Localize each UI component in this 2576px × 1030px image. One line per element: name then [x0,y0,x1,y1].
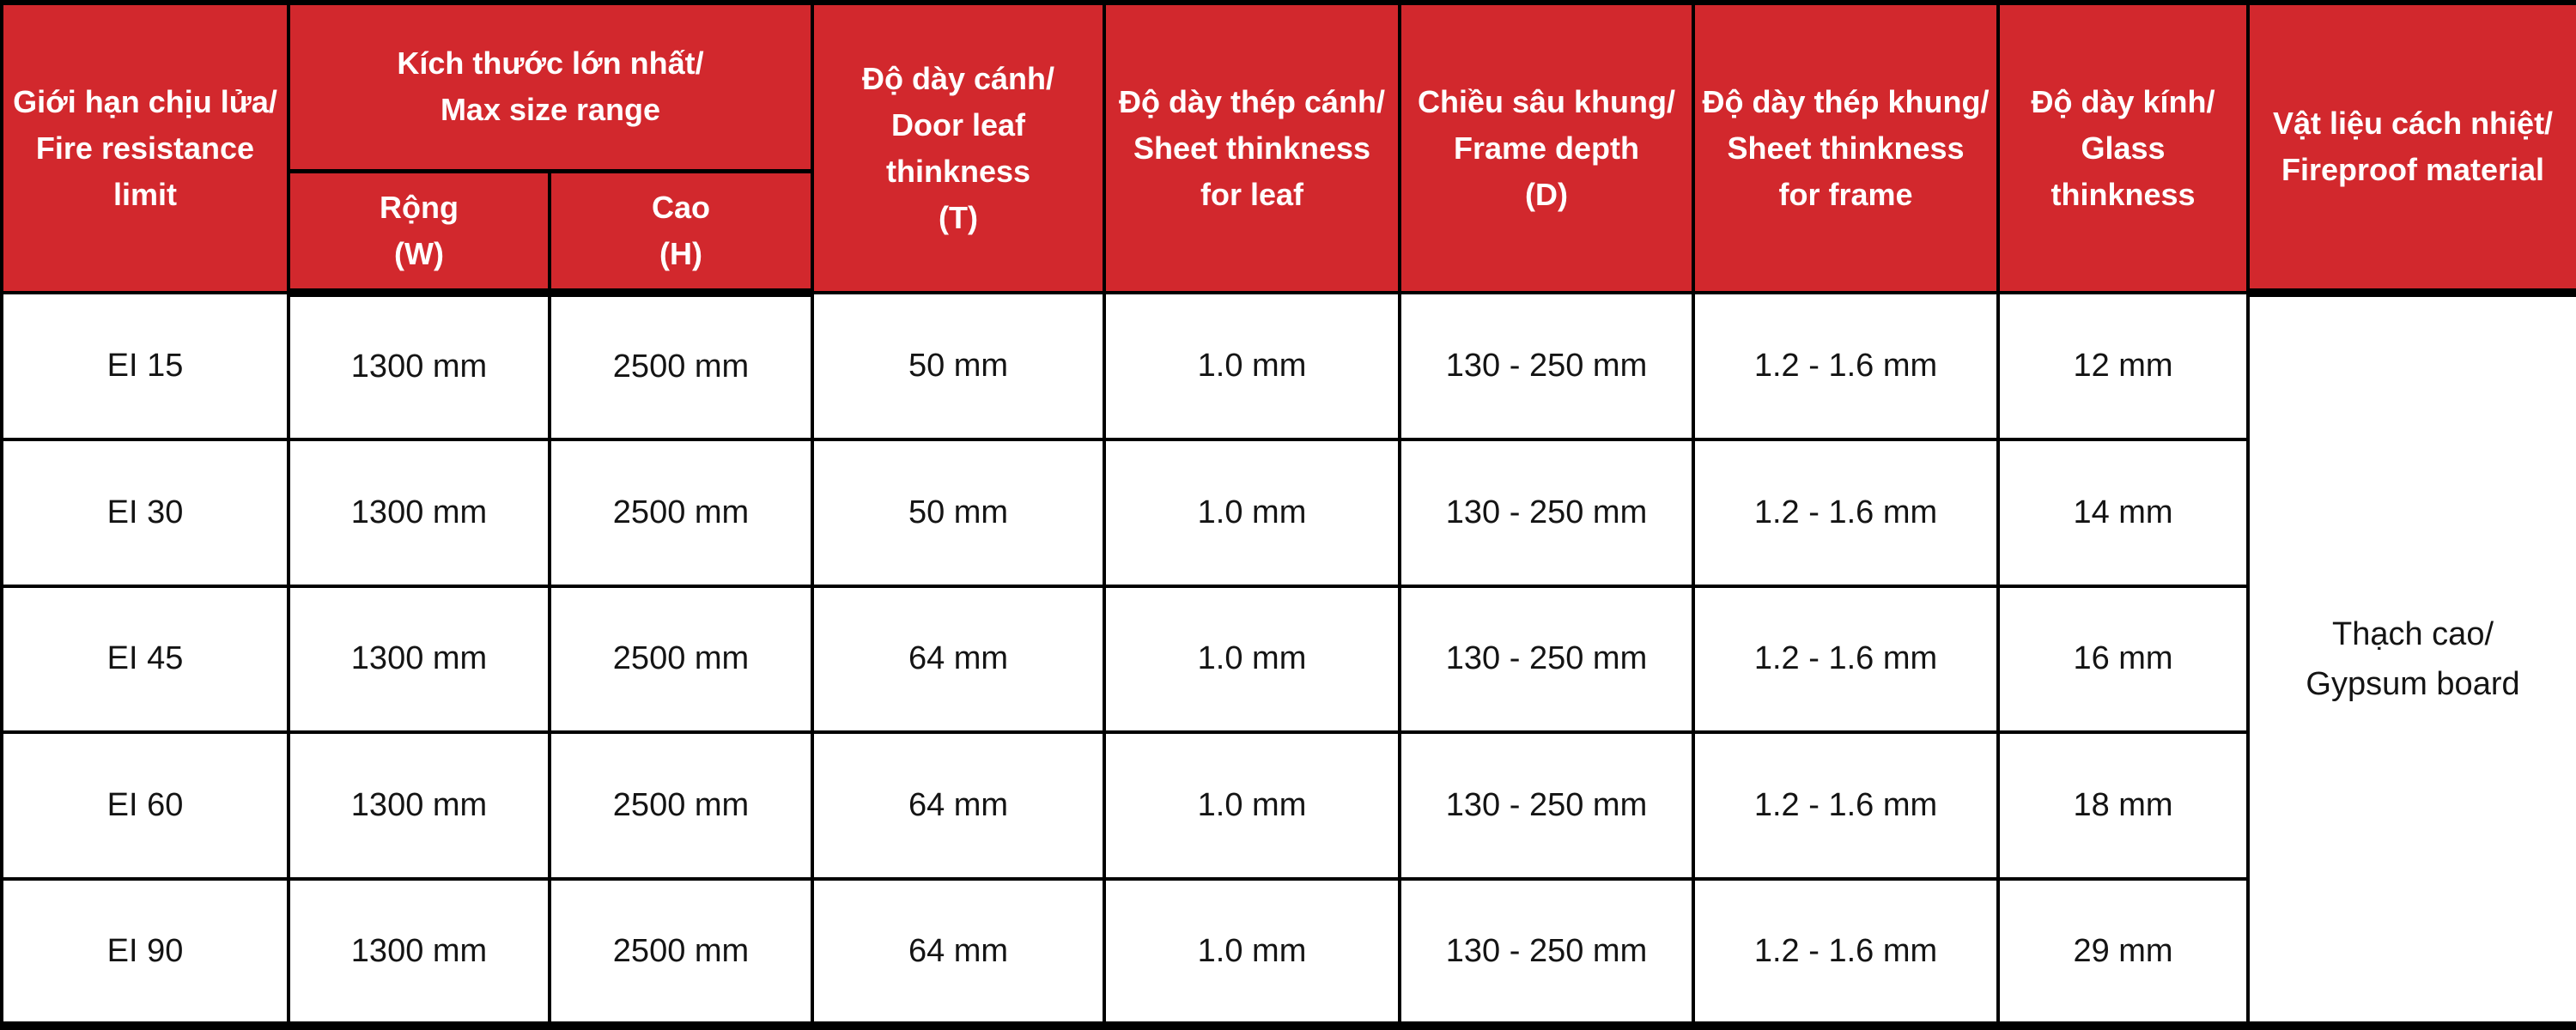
cell-frame-depth: 130 - 250 mm [1400,879,1693,1026]
header-line: thinkness [2050,176,2196,212]
header-line: limit [112,176,177,212]
header-line: Độ dày thép cánh/ [1118,83,1386,119]
cell-sheet-frame: 1.2 - 1.6 mm [1693,293,1998,439]
cell-fire-limit: EI 45 [2,586,289,733]
header-line: Giới hạn chịu lửa/ [13,83,277,119]
table-header [2,3,2576,293]
header-fireproof-material [2248,3,2576,293]
cell-width: 1300 mm [289,586,550,733]
header-line: thinkness [885,153,1031,189]
header-fire-resistance-limit [2,3,289,293]
cell-height: 2500 mm [550,879,812,1026]
cell-height: 2500 mm [550,732,812,879]
header-line: Độ dày kính/ [2031,83,2215,119]
header-frame-depth [1400,3,1693,293]
cell-width: 1300 mm [289,293,550,439]
cell-width: 1300 mm [289,732,550,879]
header-line: for frame [1778,176,1913,212]
cell-frame-depth: 130 - 250 mm [1400,293,1693,439]
cell-fireproof-material [2248,293,2576,1026]
cell-height: 2500 mm [550,586,812,733]
header-line: Fireproof material [2281,152,2545,187]
header-line: (H) [659,235,702,271]
cell-sheet-leaf: 1.0 mm [1104,879,1400,1026]
cell-glass: 14 mm [1998,439,2248,586]
header-max-size-range [289,3,812,171]
cell-glass: 18 mm [1998,732,2248,879]
cell-door-leaf-thickness: 50 mm [812,293,1104,439]
header-line: Fire resistance [35,130,255,166]
cell-door-leaf-thickness: 64 mm [812,586,1104,733]
header-line: (D) [1525,176,1568,212]
cell-sheet-leaf: 1.0 mm [1104,732,1400,879]
header-line: Vật liệu cách nhiệt/ [2272,106,2554,141]
cell-sheet-frame: 1.2 - 1.6 mm [1693,439,1998,586]
cell-width: 1300 mm [289,439,550,586]
header-line: Sheet thinkness [1133,130,1371,166]
header-line: Cao [652,189,711,225]
cell-frame-depth: 130 - 250 mm [1400,586,1693,733]
cell-height: 2500 mm [550,293,812,439]
header-line: for leaf [1200,176,1304,212]
header-line: Glass [2081,130,2166,166]
cell-fire-limit: EI 90 [2,879,289,1026]
header-line: (T) [939,199,978,235]
cell-frame-depth: 130 - 250 mm [1400,439,1693,586]
cell-fire-limit: EI 15 [2,293,289,439]
header-line: Độ dày cánh/ [861,60,1055,96]
fireproof-line: Gypsum board [2306,666,2520,702]
cell-door-leaf-thickness: 50 mm [812,439,1104,586]
header-line: Rộng [380,189,459,225]
cell-door-leaf-thickness: 64 mm [812,732,1104,879]
header-width-w [289,171,550,293]
cell-glass: 12 mm [1998,293,2248,439]
cell-sheet-leaf: 1.0 mm [1104,439,1400,586]
cell-sheet-leaf: 1.0 mm [1104,586,1400,733]
cell-door-leaf-thickness: 64 mm [812,879,1104,1026]
cell-height: 2500 mm [550,439,812,586]
header-line: Chiều sâu khung/ [1418,83,1676,119]
header-line: Door leaf [891,106,1026,142]
table-row [2,293,2576,439]
header-glass-thickness [1998,3,2248,293]
header-line: Frame depth [1453,130,1640,166]
header-sheet-thickness-leaf [1104,3,1400,293]
cell-sheet-frame: 1.2 - 1.6 mm [1693,879,1998,1026]
header-line: Kích thước lớn nhất/ [397,45,704,82]
cell-glass: 16 mm [1998,586,2248,733]
table-body [2,293,2576,1026]
cell-sheet-frame: 1.2 - 1.6 mm [1693,586,1998,733]
cell-glass: 29 mm [1998,879,2248,1026]
cell-sheet-leaf: 1.0 mm [1104,293,1400,439]
cell-sheet-frame: 1.2 - 1.6 mm [1693,732,1998,879]
header-door-leaf-thickness [812,3,1104,293]
fireproof-line: Thạch cao/ [2332,616,2494,652]
table-row [2,439,2576,586]
header-line: Độ dày thép khung/ [1702,83,1990,119]
cell-fire-limit: EI 30 [2,439,289,586]
cell-fire-limit: EI 60 [2,732,289,879]
header-line: Max size range [440,92,661,128]
cell-frame-depth: 130 - 250 mm [1400,732,1693,879]
header-sheet-thickness-frame [1693,3,1998,293]
cell-width: 1300 mm [289,879,550,1026]
header-line: (W) [394,235,444,271]
table-row [2,586,2576,733]
table-row [2,732,2576,879]
table-row [2,879,2576,1026]
header-line: Sheet thinkness [1727,130,1965,166]
header-row-top [2,3,2576,171]
header-height-h [550,171,812,293]
